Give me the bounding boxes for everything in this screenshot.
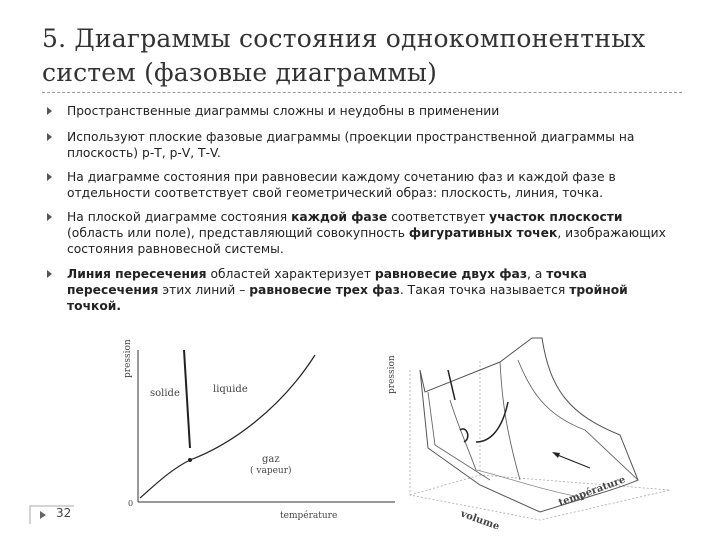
bullet-text-part: . Такая точка называется xyxy=(399,283,570,297)
arrowhead-icon xyxy=(552,452,560,458)
bullet-text xyxy=(67,267,628,313)
arrow-indicator xyxy=(555,454,590,468)
page-arrow-icon xyxy=(40,511,46,519)
bullet-text xyxy=(67,130,634,160)
pressure-axis-label-3d: pression xyxy=(387,355,397,394)
bullet-text-part: Используют плоские фазовые диаграммы (проекции пространственной диаграммы на плоскость) р-Т, р-V, Т-V. xyxy=(67,130,635,160)
bullet-item xyxy=(42,266,682,314)
bullet-text-part: , изображающих состояния равновесной системы. xyxy=(67,226,666,256)
origin-label: 0 xyxy=(128,499,134,508)
bullet-arrow-icon xyxy=(47,133,52,141)
page-number: 32 xyxy=(56,506,72,520)
bullet-list xyxy=(42,103,682,314)
bullet-text-part: тройной точкой. xyxy=(67,283,628,313)
region-gas-label: gaz xyxy=(262,454,280,465)
volume-axis-label-3d: volume xyxy=(458,508,501,533)
bullet-arrow-icon xyxy=(47,107,52,115)
bullet-text xyxy=(67,210,666,256)
critical-curve xyxy=(476,402,508,442)
triple-point xyxy=(188,458,192,462)
phase-diagram-3d xyxy=(380,330,685,535)
sublimation-curve xyxy=(140,460,190,498)
triple-line xyxy=(448,370,455,400)
region-solid-label: solide xyxy=(150,388,180,399)
bullet-text-part: равновесие двух фаз xyxy=(374,267,527,281)
bullet-item xyxy=(42,169,682,201)
slide-title xyxy=(42,22,682,90)
bullet-text-part: областей характеризует xyxy=(206,267,375,281)
title-line-2: систем (фазовые диаграммы) xyxy=(42,58,438,87)
temperature-axis-label-3d: température xyxy=(557,474,627,509)
bullet-text-part: каждой фазе xyxy=(291,210,388,224)
bullet-text-part: соответствует xyxy=(387,210,490,224)
bullet-text-part: (область или поле), представляющий совокупность xyxy=(67,226,409,240)
bullet-arrow-icon xyxy=(47,173,52,181)
bullet-text-part: этих линий – xyxy=(158,283,250,297)
fusion-curve xyxy=(184,350,190,448)
bullet-item xyxy=(42,209,682,257)
bullet-arrow-icon xyxy=(47,270,52,278)
bullet-text-part: участок плоскости xyxy=(489,210,623,224)
title-line-1: 5. Диаграммы состояния однокомпонентных xyxy=(42,24,646,53)
region-liquid-label: liquide xyxy=(213,384,248,395)
bullet-text-part: точка пересечения xyxy=(67,267,587,297)
bullet-item xyxy=(42,103,682,119)
bullet-text-part: , а xyxy=(526,267,547,281)
bullet-text-part: На диаграмме состояния при равновесии каждому сочетанию фаз и каждой фазе в отдельности соответствует свой геометрический образ: плоскость, линия, точка. xyxy=(67,170,616,200)
bullet-text-part: фигуративных точек xyxy=(408,226,558,240)
pressure-axis-label: pression xyxy=(123,339,133,378)
bullet-text-part: равновесие трех фаз xyxy=(249,283,400,297)
temperature-axis-label: température xyxy=(280,511,338,521)
bullet-text xyxy=(67,104,499,118)
bullet-text-part: На плоской диаграмме состояния xyxy=(67,210,292,224)
bullet-arrow-icon xyxy=(47,213,52,221)
region-gas-sub-label: ( vapeur) xyxy=(250,466,292,476)
vaporization-curve xyxy=(190,355,315,460)
bullet-item xyxy=(42,129,682,161)
bullet-text xyxy=(67,170,616,200)
bullet-text-part: Пространственные диаграммы сложны и неудобны в применении xyxy=(67,104,500,118)
phase-diagram-2d xyxy=(110,330,400,530)
title-divider xyxy=(42,92,682,93)
bullet-text-part: Линия пересечения xyxy=(67,267,207,281)
